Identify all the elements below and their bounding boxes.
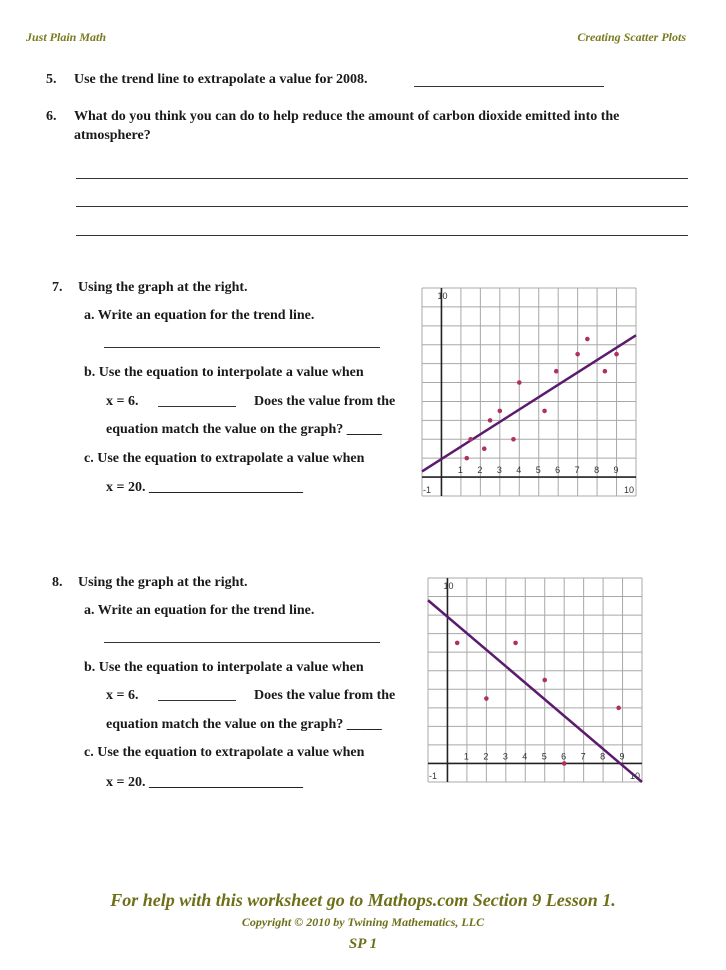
data-point (562, 761, 567, 766)
y-max-label: 10 (437, 291, 448, 301)
q8-a-text: a. Write an equation for the trend line. (84, 603, 315, 618)
x-tick-label: 4 (516, 465, 522, 476)
q8-b-x: x = 6. (106, 688, 139, 703)
q8-intro: Using the graph at the right. (78, 575, 248, 590)
q6-answer-line-3[interactable] (76, 235, 688, 236)
x-tick-label: 8 (594, 465, 600, 476)
q7-c-text: c. Use the equation to extrapolate a value when (84, 451, 365, 466)
q7-b-match: equation match the value on the graph? _____ (106, 422, 382, 437)
footer-page-number: SP 1 (348, 936, 378, 952)
neg-one-label: -1 (423, 485, 432, 495)
y-max-label: 10 (443, 581, 454, 591)
data-point (482, 446, 487, 451)
header-left: Just Plain Math (26, 30, 107, 44)
q5-answer-line[interactable] (414, 86, 604, 87)
trend-line (422, 335, 636, 471)
q7-a-answer-line[interactable] (104, 347, 380, 348)
x-tick-label: 3 (502, 751, 508, 762)
data-point (464, 456, 469, 461)
q7-intro: Using the graph at the right. (78, 280, 248, 295)
q7-number: 7. (52, 280, 63, 295)
q7-b-question: Does the value from the (254, 394, 396, 409)
data-point (513, 641, 518, 646)
x-tick-label: 5 (541, 751, 547, 762)
q8-b-question: Does the value from the (254, 688, 396, 703)
data-point (542, 678, 547, 683)
footer-help: For help with this worksheet go to Mathops.com Section 9 Lesson 1. (110, 890, 616, 910)
tick-labels (458, 465, 619, 475)
x-tick-label: 9 (619, 751, 625, 762)
data-point (488, 418, 493, 423)
data-point (468, 437, 473, 442)
x-max-label: 10 (624, 485, 635, 495)
q6-text-line1: What do you think you can do to help reduce the amount of carbon dioxide emitted into the (74, 109, 620, 124)
x-tick-label: 5 (535, 465, 541, 476)
x-tick-label: 1 (463, 751, 469, 762)
x-tick-label: 3 (496, 465, 502, 476)
data-point (455, 641, 460, 646)
q7-c-answer: x = 20. ______________________ (106, 480, 303, 495)
x-tick-label: 4 (522, 751, 528, 762)
q6-number: 6. (46, 109, 57, 124)
tick-labels (464, 751, 625, 761)
data-point (616, 706, 621, 711)
x-tick-label: 7 (580, 751, 586, 762)
data-point (517, 380, 522, 385)
trend-line (428, 600, 642, 782)
scatter-graph-q7 (420, 286, 638, 498)
q8-b-answer-line[interactable] (158, 700, 236, 701)
q5-number: 5. (46, 72, 57, 87)
q8-c-answer: x = 20. ______________________ (106, 775, 303, 790)
x-max-label: 10 (630, 771, 641, 781)
data-points (455, 641, 621, 766)
q8-a-answer-line[interactable] (104, 642, 380, 643)
axes (422, 288, 636, 496)
data-point (575, 352, 580, 357)
q6-answer-line-1[interactable] (76, 178, 688, 179)
q6-answer-line-2[interactable] (76, 206, 688, 207)
x-tick-label: 6 (555, 465, 561, 476)
x-tick-label: 6 (561, 751, 567, 762)
footer-copyright: Copyright © 2010 by Twining Mathematics, LLC (241, 915, 485, 929)
grid-lines (428, 578, 642, 782)
x-tick-label: 1 (457, 465, 463, 476)
q5-text: Use the trend line to extrapolate a value for 2008. (74, 72, 368, 87)
q8-c-text: c. Use the equation to extrapolate a value when (84, 745, 365, 760)
data-point (484, 696, 489, 701)
scatter-graph-q8 (426, 576, 644, 784)
q6-text-line2: atmosphere? (74, 128, 151, 143)
data-points (464, 337, 618, 461)
data-point (498, 409, 503, 414)
x-tick-label: 8 (600, 751, 606, 762)
q8-b-match: equation match the value on the graph? _____ (106, 717, 382, 732)
q8-number: 8. (52, 575, 63, 590)
x-tick-label: 2 (477, 465, 483, 476)
q7-b-answer-line[interactable] (158, 406, 236, 407)
data-point (585, 337, 590, 342)
x-tick-label: 2 (483, 751, 489, 762)
q7-a-text: a. Write an equation for the trend line. (84, 308, 315, 323)
grid-lines (422, 288, 636, 496)
q8-b-text: b. Use the equation to interpolate a value when (84, 660, 364, 675)
axes (428, 578, 642, 782)
x-tick-label: 7 (574, 465, 580, 476)
header-right: Creating Scatter Plots (577, 30, 686, 44)
data-point (511, 437, 516, 442)
neg-one-label: -1 (429, 771, 438, 781)
q7-b-x: x = 6. (106, 394, 139, 409)
data-point (614, 352, 619, 357)
data-point (554, 369, 559, 374)
q7-b-text: b. Use the equation to interpolate a value when (84, 365, 364, 380)
x-tick-label: 9 (613, 465, 619, 476)
data-point (542, 409, 547, 414)
data-point (603, 369, 608, 374)
